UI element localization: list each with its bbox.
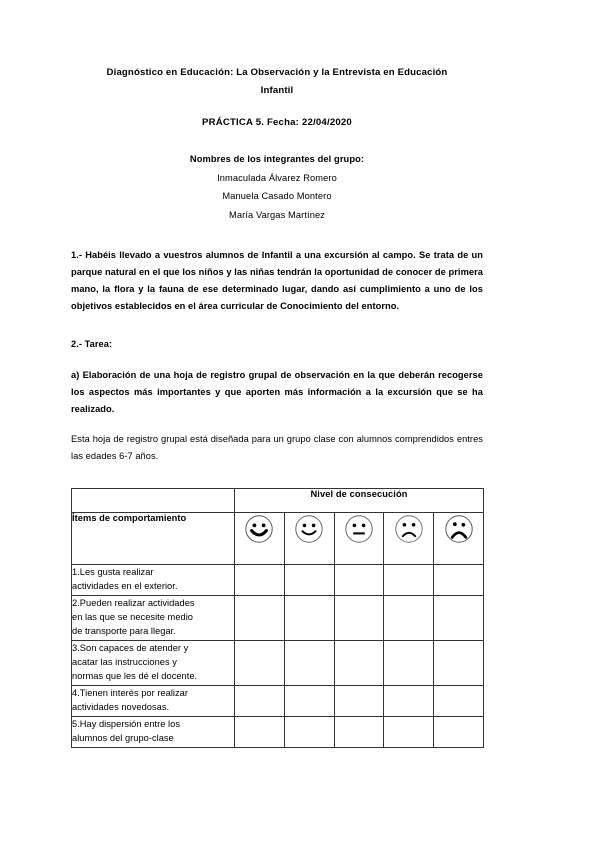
item-label-1	[72, 564, 235, 595]
mark-cell-3-3[interactable]	[334, 640, 384, 685]
table-row	[72, 564, 484, 595]
item-line: actividades en el exterior.	[72, 580, 178, 591]
item-label-2	[72, 595, 235, 640]
item-label-4	[72, 685, 235, 716]
table-row	[72, 640, 484, 685]
item-line: 5.Hay dispersión entre los	[72, 718, 181, 729]
table-row	[72, 685, 484, 716]
mark-cell-2-5[interactable]	[434, 595, 484, 640]
page-title	[71, 64, 483, 99]
mark-cell-5-2[interactable]	[284, 716, 334, 747]
mark-cell-2-2[interactable]	[284, 595, 334, 640]
item-line: 1.Les gusta realizar	[72, 566, 154, 577]
question-1-paragraph: 1.- Habéis llevado a vuestros alumnos de Infantil a una excursión al campo. Se trata de un parque natural en el que los niños y las niñas tendrán la oportunidad de conocer de primera mano, la flora y la fauna de ese determinado lugar, dando así cumplimiento a uno de los objetivos establecidos en el área curricular de Conocimiento del entorno.	[71, 249, 483, 312]
mark-cell-4-4[interactable]	[384, 685, 434, 716]
item-line: de transporte para llegar.	[72, 625, 176, 636]
mark-cell-1-1[interactable]	[235, 564, 285, 595]
title-line-1: Diagnóstico en Educación: La Observación y la Entrevista en Educación	[106, 67, 448, 78]
item-line: alumnos del grupo-clase	[72, 732, 174, 743]
item-line: 3.Son capaces de atender y	[72, 642, 189, 653]
mark-cell-2-4[interactable]	[384, 595, 434, 640]
item-line: actividades novedosas.	[72, 701, 170, 712]
mark-cell-2-1[interactable]	[235, 595, 285, 640]
mark-cell-3-2[interactable]	[284, 640, 334, 685]
mark-cell-5-4[interactable]	[384, 716, 434, 747]
practica-date-line: PRÁCTICA 5. Fecha: 22/04/2020	[202, 117, 352, 128]
title-line-2: Infantil	[260, 84, 294, 96]
observation-record-table	[71, 488, 484, 748]
mark-cell-5-3[interactable]	[334, 716, 384, 747]
task-a-paragraph: a) Elaboración de una hoja de registro grupal de observación en la que deberán recogerse los aspectos más importantes y que aporten más información a la excursión que se ha realizado.	[71, 369, 483, 414]
task-heading: 2.- Tarea:	[71, 339, 113, 350]
item-line: 4.Tienen interés por realizar	[72, 687, 188, 698]
mark-cell-1-4[interactable]	[384, 564, 434, 595]
face-sad-icon	[384, 512, 434, 564]
group-member-1: Inmaculada Álvarez Romero	[217, 172, 337, 183]
header-corner-blank	[72, 488, 235, 512]
item-line: 2.Pueden realizar actividades	[72, 597, 195, 608]
mark-cell-2-3[interactable]	[334, 595, 384, 640]
face-neutral-icon	[334, 512, 384, 564]
task-note-paragraph: Esta hoja de registro grupal está diseñada para un grupo clase con alumnos comprendidos entres las edades 6-7 años.	[71, 434, 483, 462]
mark-cell-4-5[interactable]	[434, 685, 484, 716]
table-row	[72, 716, 484, 747]
group-member-2: Manuela Casado Montero	[222, 191, 332, 201]
face-happy-icon	[284, 512, 334, 564]
item-label-5	[72, 716, 235, 747]
header-items-comportamiento: Ítems de comportamiento	[72, 512, 235, 564]
item-line: en las que se necesite medio	[72, 611, 193, 622]
mark-cell-3-4[interactable]	[384, 640, 434, 685]
mark-cell-1-5[interactable]	[434, 564, 484, 595]
mark-cell-1-3[interactable]	[334, 564, 384, 595]
item-line: normas que les dé el docente.	[72, 670, 198, 681]
mark-cell-3-5[interactable]	[434, 640, 484, 685]
item-line: acatar las instrucciones y	[72, 656, 177, 667]
header-nivel-consecucion: Nivel de consecución	[235, 488, 484, 512]
mark-cell-4-3[interactable]	[334, 685, 384, 716]
document-content	[71, 64, 483, 748]
face-very-happy-icon	[235, 512, 285, 564]
mark-cell-1-2[interactable]	[284, 564, 334, 595]
mark-cell-4-2[interactable]	[284, 685, 334, 716]
mark-cell-5-1[interactable]	[235, 716, 285, 747]
mark-cell-5-5[interactable]	[434, 716, 484, 747]
mark-cell-4-1[interactable]	[235, 685, 285, 716]
item-label-3	[72, 640, 235, 685]
table-row	[72, 595, 484, 640]
table-header-row-faces	[72, 512, 484, 564]
group-member-3: María Vargas Martínez	[229, 209, 325, 220]
mark-cell-3-1[interactable]	[235, 640, 285, 685]
group-members-heading: Nombres de los integrantes del grupo:	[189, 154, 365, 164]
table-header-row-top	[72, 488, 484, 512]
face-very-sad-icon	[434, 512, 484, 564]
